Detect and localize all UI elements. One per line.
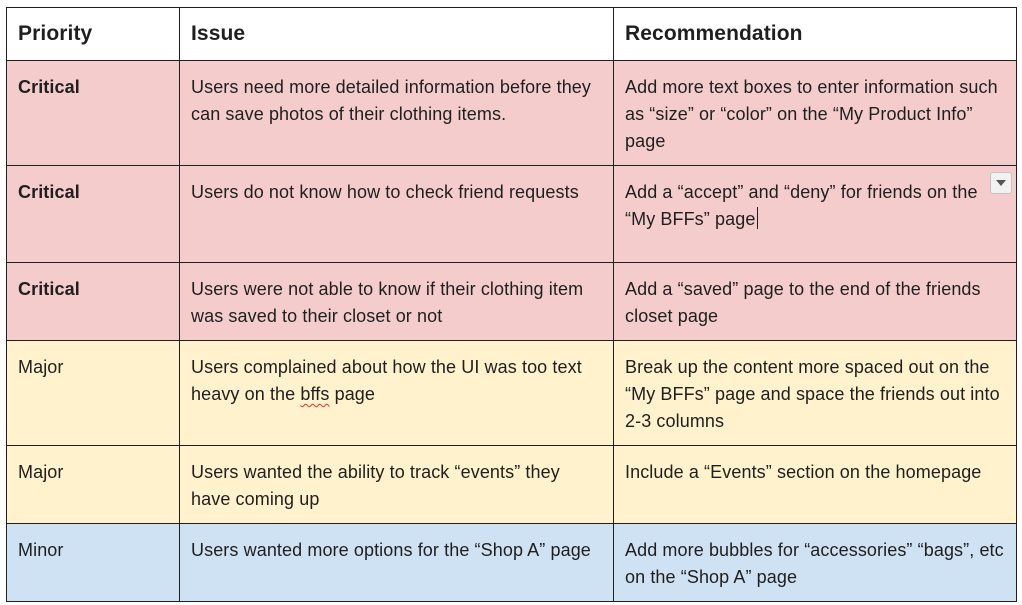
issue-cell[interactable]: Users were not able to know if their clothing item was saved to their closet or not xyxy=(180,263,614,341)
priority-cell[interactable]: Critical xyxy=(7,166,180,263)
recommendation-cell[interactable]: Break up the content more spaced out on the “My BFFs” page and space the friends out into 2-3 columns xyxy=(614,341,1017,446)
priority-cell[interactable]: Critical xyxy=(7,61,180,166)
issue-cell[interactable]: Users wanted the ability to track “events” they have coming up xyxy=(180,446,614,524)
table-row xyxy=(7,166,1017,263)
header-recommendation[interactable]: Recommendation xyxy=(614,8,1017,61)
recommendation-cell[interactable]: Add more text boxes to enter information such as “size” or “color” on the “My Product Info” page xyxy=(614,61,1017,166)
priority-cell[interactable]: Major xyxy=(7,341,180,446)
recommendation-cell-active[interactable] xyxy=(614,166,1017,263)
table-row xyxy=(7,524,1017,602)
recommendation-cell[interactable]: Add a “saved” page to the end of the friends closet page xyxy=(614,263,1017,341)
issue-cell[interactable] xyxy=(180,341,614,446)
priority-cell[interactable]: Major xyxy=(7,446,180,524)
recommendation-cell[interactable]: Add more bubbles for “accessories” “bags”, etc on the “Shop A” page xyxy=(614,524,1017,602)
priority-cell[interactable]: Critical xyxy=(7,263,180,341)
table-row xyxy=(7,446,1017,524)
issue-cell[interactable]: Users need more detailed information before they can save photos of their clothing items. xyxy=(180,61,614,166)
table-row xyxy=(7,61,1017,166)
text-cursor xyxy=(757,207,758,229)
table-row xyxy=(7,341,1017,446)
header-priority[interactable]: Priority xyxy=(7,8,180,61)
issue-text-end: page xyxy=(329,384,376,404)
priority-cell[interactable]: Minor xyxy=(7,524,180,602)
recommendation-text: Add a “accept” and “deny” for friends on the “My BFFs” page xyxy=(625,182,978,229)
issue-cell[interactable]: Users wanted more options for the “Shop A” page xyxy=(180,524,614,602)
priority-issue-table xyxy=(6,7,1017,602)
cell-dropdown-icon[interactable] xyxy=(990,172,1012,194)
issue-text: Users complained about how the UI was too text heavy on the xyxy=(191,357,582,404)
spellcheck-flagged-word[interactable]: bffs xyxy=(300,384,330,404)
header-issue[interactable]: Issue xyxy=(180,8,614,61)
recommendation-cell[interactable]: Include a “Events” section on the homepage xyxy=(614,446,1017,524)
header-row xyxy=(7,8,1017,61)
table-row xyxy=(7,263,1017,341)
issue-cell[interactable]: Users do not know how to check friend requests xyxy=(180,166,614,263)
